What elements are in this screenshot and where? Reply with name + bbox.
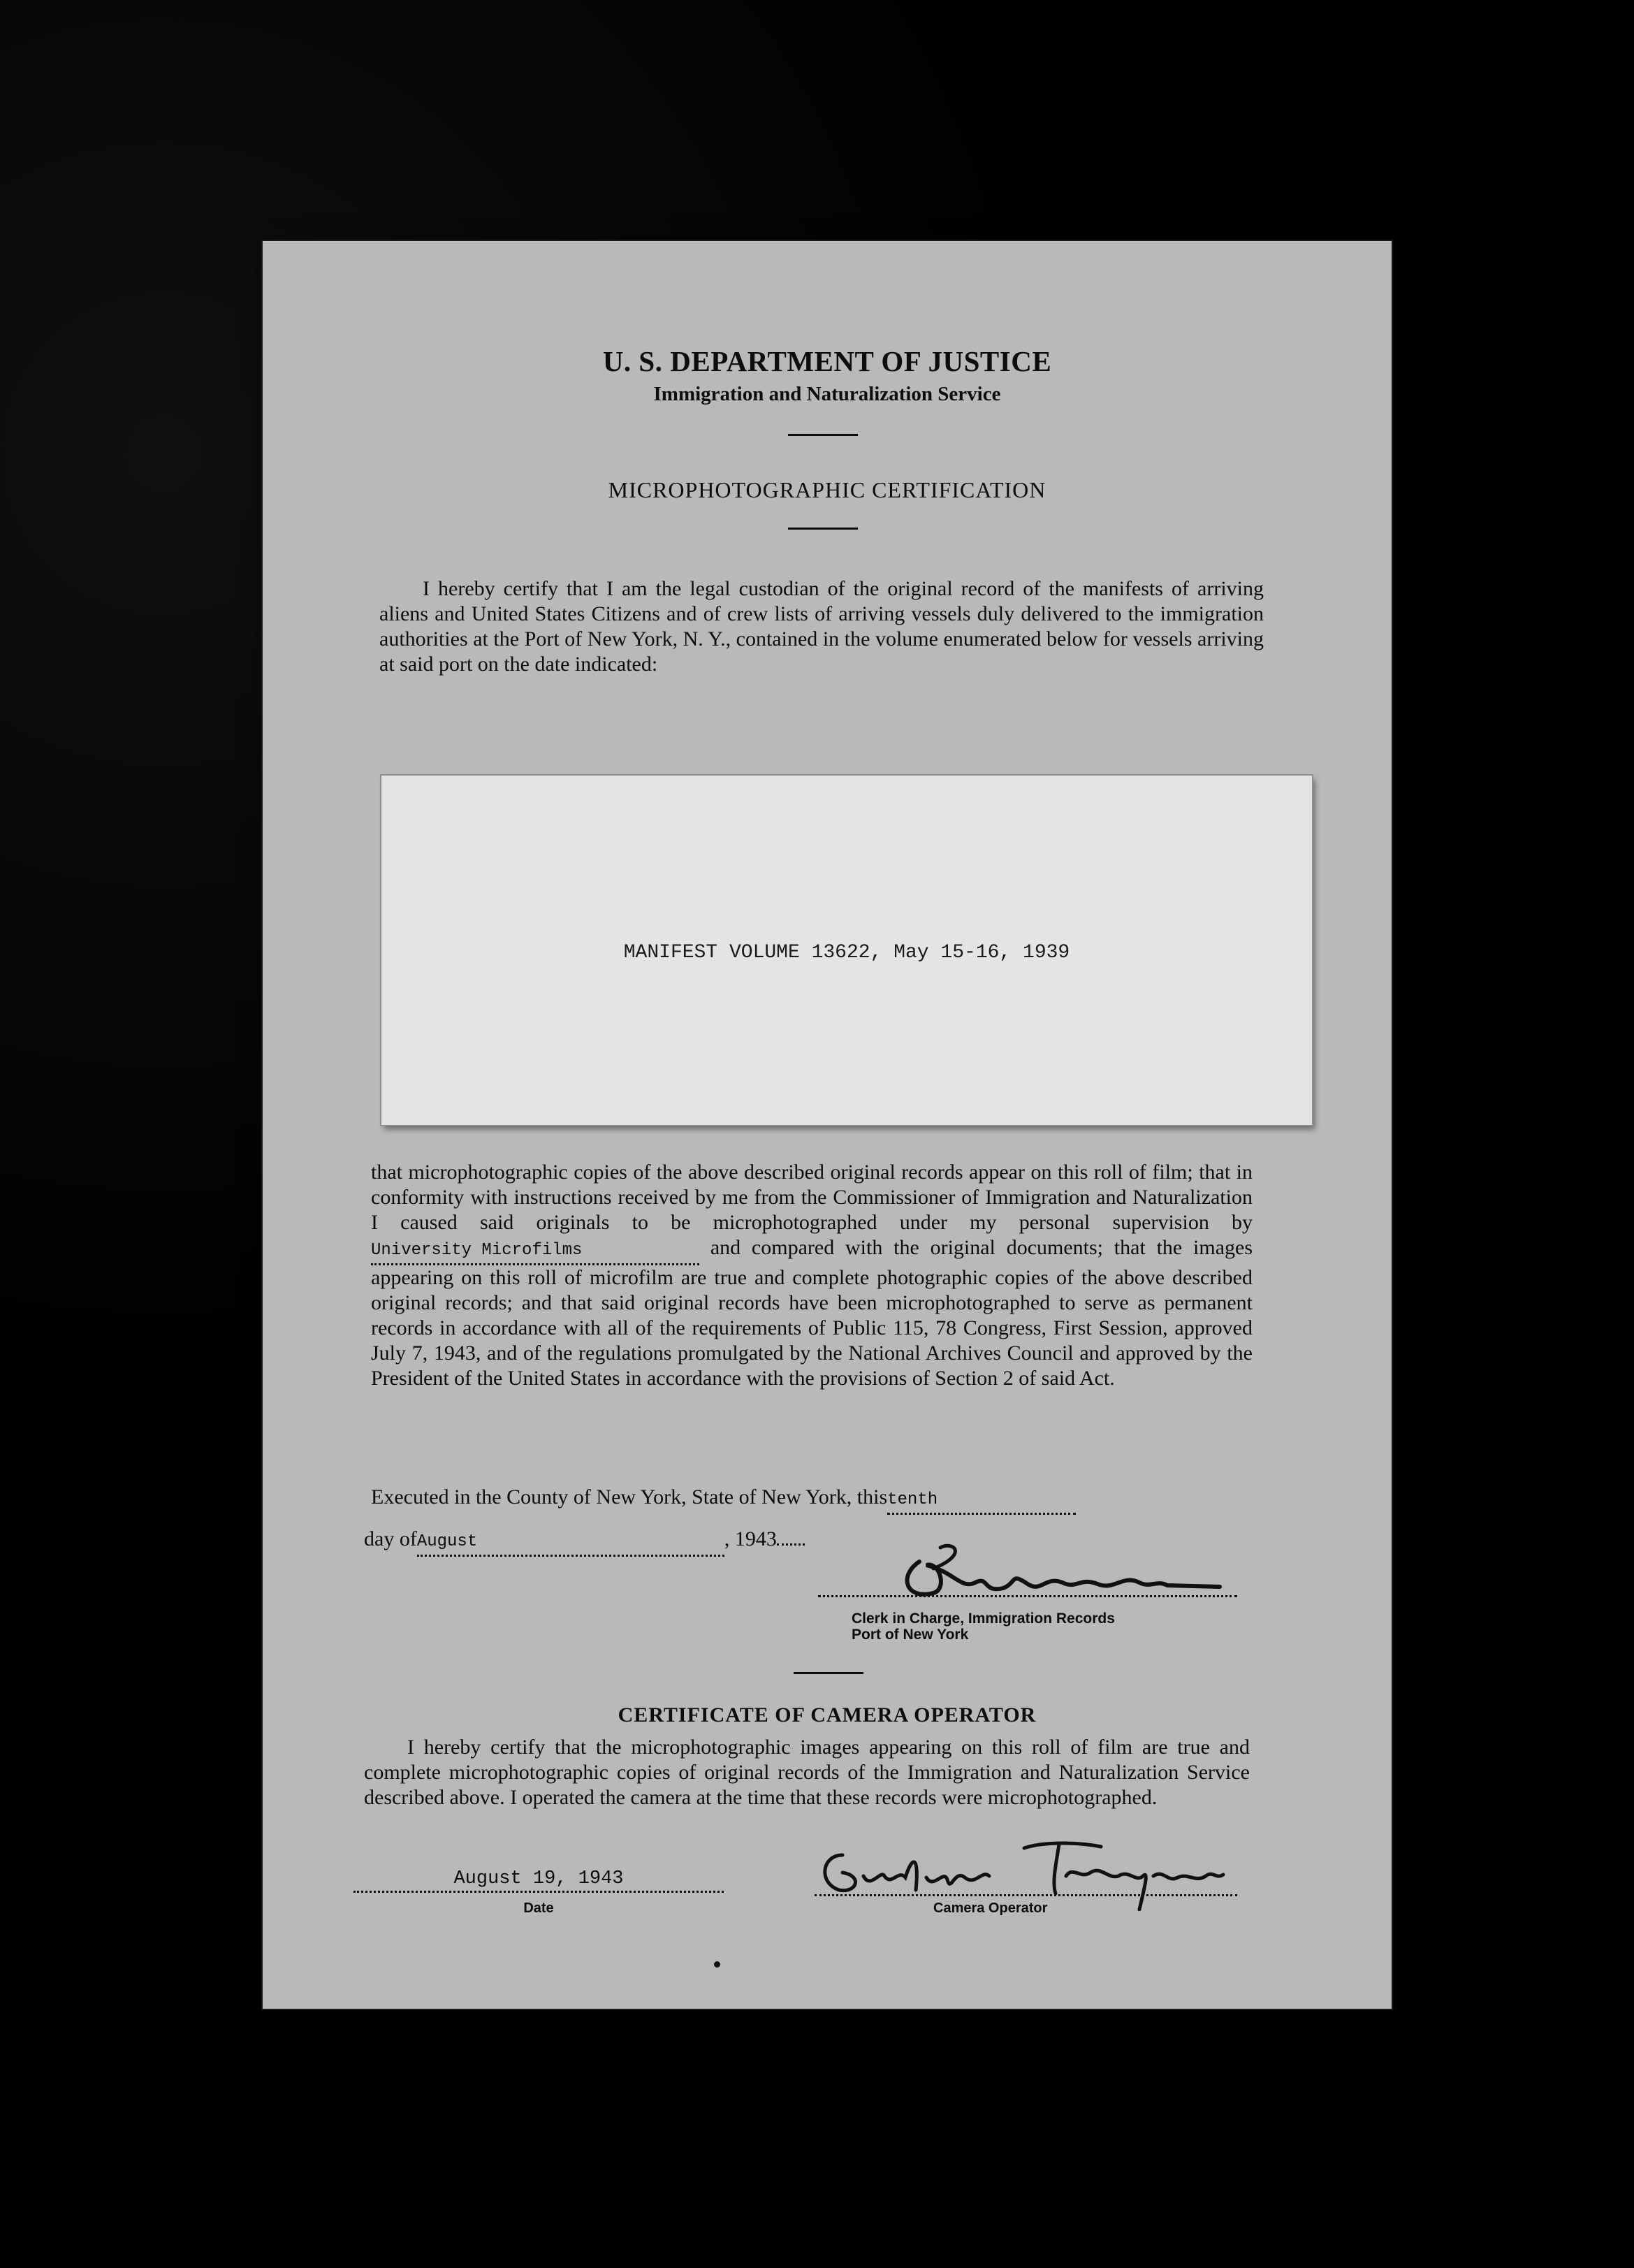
clerk-signature [891, 1534, 1227, 1611]
year-trail-dots [777, 1543, 805, 1546]
microfilmer-value: University Microfilms [371, 1241, 583, 1260]
year-text: , 1943 [724, 1527, 777, 1550]
month-field [417, 1527, 724, 1557]
ink-dot [714, 1961, 720, 1968]
executed-day-value: tenth [887, 1490, 938, 1509]
month-value: August [416, 1532, 478, 1551]
camera-operator-signature-line [815, 1894, 1237, 1896]
clerk-title: Clerk in Charge, Immigration Records [852, 1611, 1115, 1627]
camera-operator-title: CERTIFICATE OF CAMERA OPERATOR [618, 1703, 1037, 1727]
department-title: U. S. DEPARTMENT OF JUSTICE [602, 345, 1052, 377]
divider-rule [794, 1672, 863, 1674]
divider-rule [788, 434, 858, 436]
manifest-card [381, 776, 1312, 1125]
certificate-sheet [263, 241, 1392, 2009]
clerk-label [852, 1611, 1115, 1643]
executed-prefix: Executed in the County of New York, State of New York, this [371, 1485, 888, 1509]
service-subtitle: Immigration and Naturalization Service [653, 383, 1001, 405]
day-of-prefix: day of [364, 1527, 417, 1550]
date-field [353, 1867, 724, 1893]
executed-line [371, 1485, 1251, 1515]
body-text-part2: and compared with the original documents; that the images appearing on this roll of microfilm are true and complete photographic copies of the above described original records; and that said original records have been microphotographed to serve as permanent records in accordance with all of the requirements of Public 115, 78 Congress, First Session, approved July 7, 1943, and of the regulations promulgated by the National Archives Council and approved by the President of the United States in accordance with the provisions of Section 2 of said Act. [371, 1236, 1253, 1390]
clerk-signature-line [818, 1595, 1237, 1597]
body-text-part1: that microphotographic copies of the above described original records appear on this roll of film; that in conformity with instructions received by me from the Commissioner of Immigration and Naturalization I caused said originals to be microphotographed under my personal supervision by [371, 1161, 1253, 1234]
intro-paragraph: I hereby certify that I am the legal custodian of the original record of the manifests of arriving aliens and United States Citizens and of crew lists of arriving vessels duly delivered to the immigration authorities at the Port of New York, N. Y., contained in the volume enumerated below for vessels arriving at said port on the date indicated: [379, 577, 1264, 676]
microfilmer-field [371, 1235, 699, 1265]
date-value: August 19, 1943 [453, 1868, 624, 1889]
executed-day-field [887, 1485, 1076, 1515]
divider-rule [788, 528, 858, 530]
manifest-volume-text: MANIFEST VOLUME 13622, May 15-16, 1939 [623, 942, 1070, 964]
certification-title: MICROPHOTOGRAPHIC CERTIFICATION [608, 477, 1046, 502]
day-of-line [364, 1527, 805, 1557]
clerk-port: Port of New York [852, 1627, 969, 1643]
date-label: Date [523, 1900, 554, 1916]
certification-body [371, 1160, 1253, 1391]
camera-operator-label: Camera Operator [933, 1900, 1048, 1916]
camera-operator-signature [815, 1827, 1227, 1911]
camera-operator-paragraph: I hereby certify that the microphotographic images appearing on this roll of film are true and complete microphotographic copies of original records of the Immigration and Naturalization Service described above. I operated the camera at the time that these records were microphotographed. [364, 1736, 1250, 1809]
